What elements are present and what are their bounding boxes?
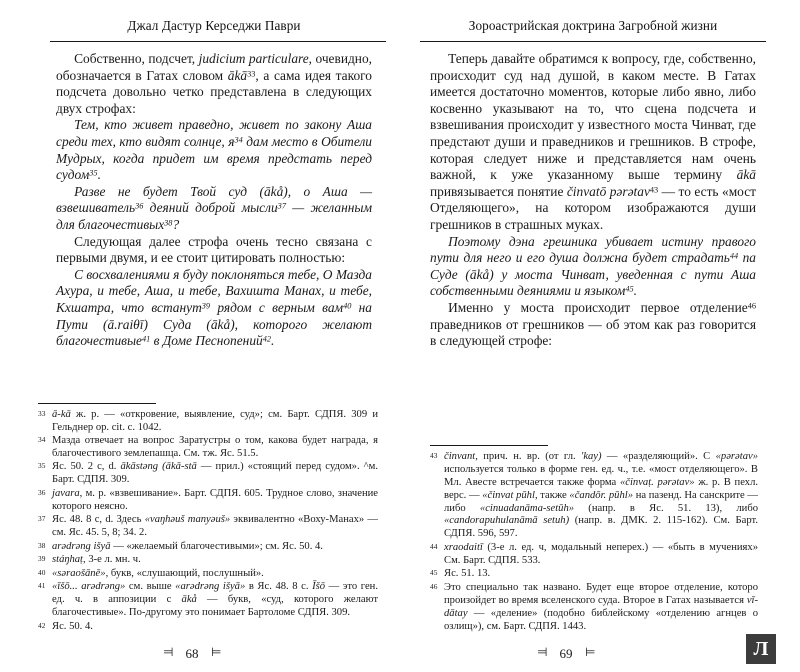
footnote-number: 41 (38, 581, 46, 591)
footnote-number: 45 (430, 568, 438, 578)
footnote-text: činvant, прич. н. вр. (от гл. 'kay) — «разделяющий». С «pərətav» используется только в форме ген. ед. ч., т.е. «мост отделяющего». В Мл. Авесте встречается также форма «činvaṭ. pərətav» ж. р. В пехл. верс. — «činvat pūhl, также «čandōr. pūhl» на пазенд. На санскрите — либо «cinuadanāma-setūh» (напр. в Яс. 51. 13), либо «candorapuhulanāmā setuh) (напр. в. ДМК. 2. 115-162). См. Барт. СДПЯ. 596, 597. (444, 450, 759, 540)
footnote-text: Яс. 51. 13. (444, 568, 491, 580)
footnote-text: Яс. 50. 2 c, d. ākāstəng (ākā-stā — прил.) «стоящий перед судом». ^м. Барт. СДПЯ. 309. (52, 461, 378, 486)
footnote-item (430, 582, 758, 634)
folio-left (0, 645, 392, 662)
running-head-left: Джал Дастур Керседжи Паври (127, 18, 301, 33)
footnote-number: 43 (430, 450, 438, 460)
footnote-item (38, 568, 378, 581)
body-paragraph: Собственно, подсчет, judicium particulare, очевидно, обозначается в Гатах словом ākā$^{33}$, а сама идея такого подсчета довольно четко представлена в следующих двух строфах: (56, 51, 373, 116)
right-page-body (430, 51, 756, 350)
footnote-text: arədrəng išyā — «желаемый благочестивыми»; см. Яс. 50. 4. (52, 540, 323, 552)
ornament-left-icon: ⊨ (163, 645, 173, 659)
ornament-right-icon: ⊨ (585, 645, 595, 659)
footnote-number: 44 (430, 541, 438, 551)
footnote-item (38, 435, 378, 461)
footnote-number: 34 (38, 435, 46, 445)
verse-paragraph: С восхвалениями я буду поклоняться тебе, О Мазда Ахура, и тебе, Аша, и тебе, Вахишта Манах, и тебе, Кхшатра, что встанут$^{39}$ рядом с верным вам$^{40}$ на Пути (ā.raiθī) Суда (ākå), которого желают благочестивые$^{41}$ в Доме Песнопений$^{42}$. (56, 266, 372, 349)
footnote-item (38, 488, 378, 514)
body-paragraph: Теперь давайте обратимся к вопросу, где, собственно, происходит суд над душой, в каком месте. В Гатах имеется достаточно моментов, которые либо явно, либо косвенно указывают на то, что сцена подсчета и взвешивания происходит у известного моста Чинват, где предстают души и праведников и грешников. В строфе, которая следует ниже и представляется нам очень важной, к уже указанному выше термину ākā привязывается понятие činvatō pərətav$^{43}$ — то есть «мост Отделяющего», на котором изображаются души грешников в страшных муках. (430, 51, 757, 232)
footnote-item (38, 541, 378, 554)
footnote-item (38, 514, 378, 540)
footnote-item (38, 409, 378, 435)
footnote-item (430, 542, 758, 568)
footnote-item (38, 461, 378, 487)
footnote-text: «īšō... arədrəng» см. выше «arədrəng išyā» в Яс. 48. 8 с. Īšō — это ген. ед. ч. в аппозиции с ākå — букв, «суд, которого желают благочестивые». По-другому это понимает Бартоломе СДПЯ. 309. (52, 581, 378, 618)
ornament-right-icon: ⊨ (211, 645, 221, 659)
footnote-text: stáŋhaṭ, 3-е л. мн. ч. (52, 554, 141, 566)
footnote-rule-left (38, 403, 156, 404)
footnote-number: 39 (38, 554, 46, 564)
page-number-left: 68 (185, 646, 199, 661)
footnote-rule-right (430, 445, 548, 446)
footnote-item (430, 451, 758, 541)
left-page-body (56, 51, 372, 350)
footnote-text: javara, м. р. «взвешивание». Барт. СДПЯ. 605. Трудное слово, значение которого неясно. (52, 487, 378, 512)
footnote-text: xraodaitī (3-е л. ед. ч, модальный неперех.) — «быть в мучениях» См. Барт. СДПЯ. 533. (444, 541, 758, 566)
verse-paragraph: Тем, кто живет праведно, живет по закону Аша среди тех, кто видят солнце, $я^{34}$ дам место в Обители Мудрых, когда придет им время предстать перед судом$^{35}$. (56, 117, 372, 183)
body-paragraph: Следующая далее строфа очень тесно связана с первыми двумя, и ее стоит цитировать полностью: (56, 233, 372, 266)
footnote-number: 46 (430, 581, 438, 591)
left-page-footnotes (38, 403, 378, 634)
footnote-text: Яс. 50. 4. (52, 620, 93, 632)
right-page-footnotes (430, 445, 758, 634)
footnote-item (38, 581, 378, 620)
footnote-text: Мазда отвечает на вопрос Заратустры о том, какова будет награда, я благочестивого землепашца. См. тж. Яс. 51.5. (52, 435, 378, 459)
footnote-number: 40 (38, 567, 46, 577)
footnote-item (38, 621, 378, 634)
ornament-left-icon: ⊨ (537, 645, 547, 659)
verse-paragraph: Разве не будет Твой суд (ākå), о Аша — взвешиватель$^{36}$ деяний доброй мысли$^{37}$ — желанным для благочестивых$^{38}$? (56, 183, 373, 232)
footnote-number: 33 (38, 408, 46, 418)
page-number-right: 69 (559, 646, 573, 661)
body-paragraph: Именно у моста происходит первое отделение$^{46}$ праведников от грешников — об этом как раз говорится в следующей строфе: (430, 299, 756, 349)
footnote-text: «səraošānē», букв, «слушающий, послушный». (52, 567, 264, 579)
footnote-text: Яс. 48. 8 c, d. Здесь «vaŋhəuš manyəuš» эквивалентно «Воху-Манах» — см. Яс. 45. 5, 8; 34. 2. (52, 514, 379, 539)
footnote-text: Это специально так названо. Будет еще второе отделение, которо произойдет во время вселенского суда. Второе в Гатах называется vī-dātay — «деление» (подобно библейскому «отделению агнцев о озлищ»), см. Барт. СДПЯ. 1443. (444, 581, 758, 632)
footnote-number: 38 (38, 540, 46, 550)
footnote-number: 35 (38, 461, 46, 471)
footnote-item (38, 554, 378, 567)
header-rule-left (50, 41, 386, 42)
footnote-number: 42 (38, 620, 46, 630)
footnote-number: 37 (38, 514, 46, 524)
folio-right (366, 645, 766, 662)
footnote-text: ā-kā ж. р. — «откровение, выявление, суд»; см. Барт. СДПЯ. 309 и Гельднер ор. cit. с. 1042. (52, 408, 378, 433)
publisher-logo: Л (746, 634, 776, 664)
header-rule-right (420, 41, 766, 42)
verse-paragraph: Поэтому дэна грешника убивает истину правого пути для него и его душа должна будет страдать$^{44}$ па Суде (ākå) у моста Чинват, уведенная с пути Аша собственными деяниями и языком$^{45}$. (430, 233, 756, 299)
running-head-right: Зороастрийская доктрина Загробной жизни (468, 18, 718, 33)
footnote-number: 36 (38, 487, 46, 497)
footnote-item (430, 568, 758, 581)
right-page (400, 0, 800, 672)
